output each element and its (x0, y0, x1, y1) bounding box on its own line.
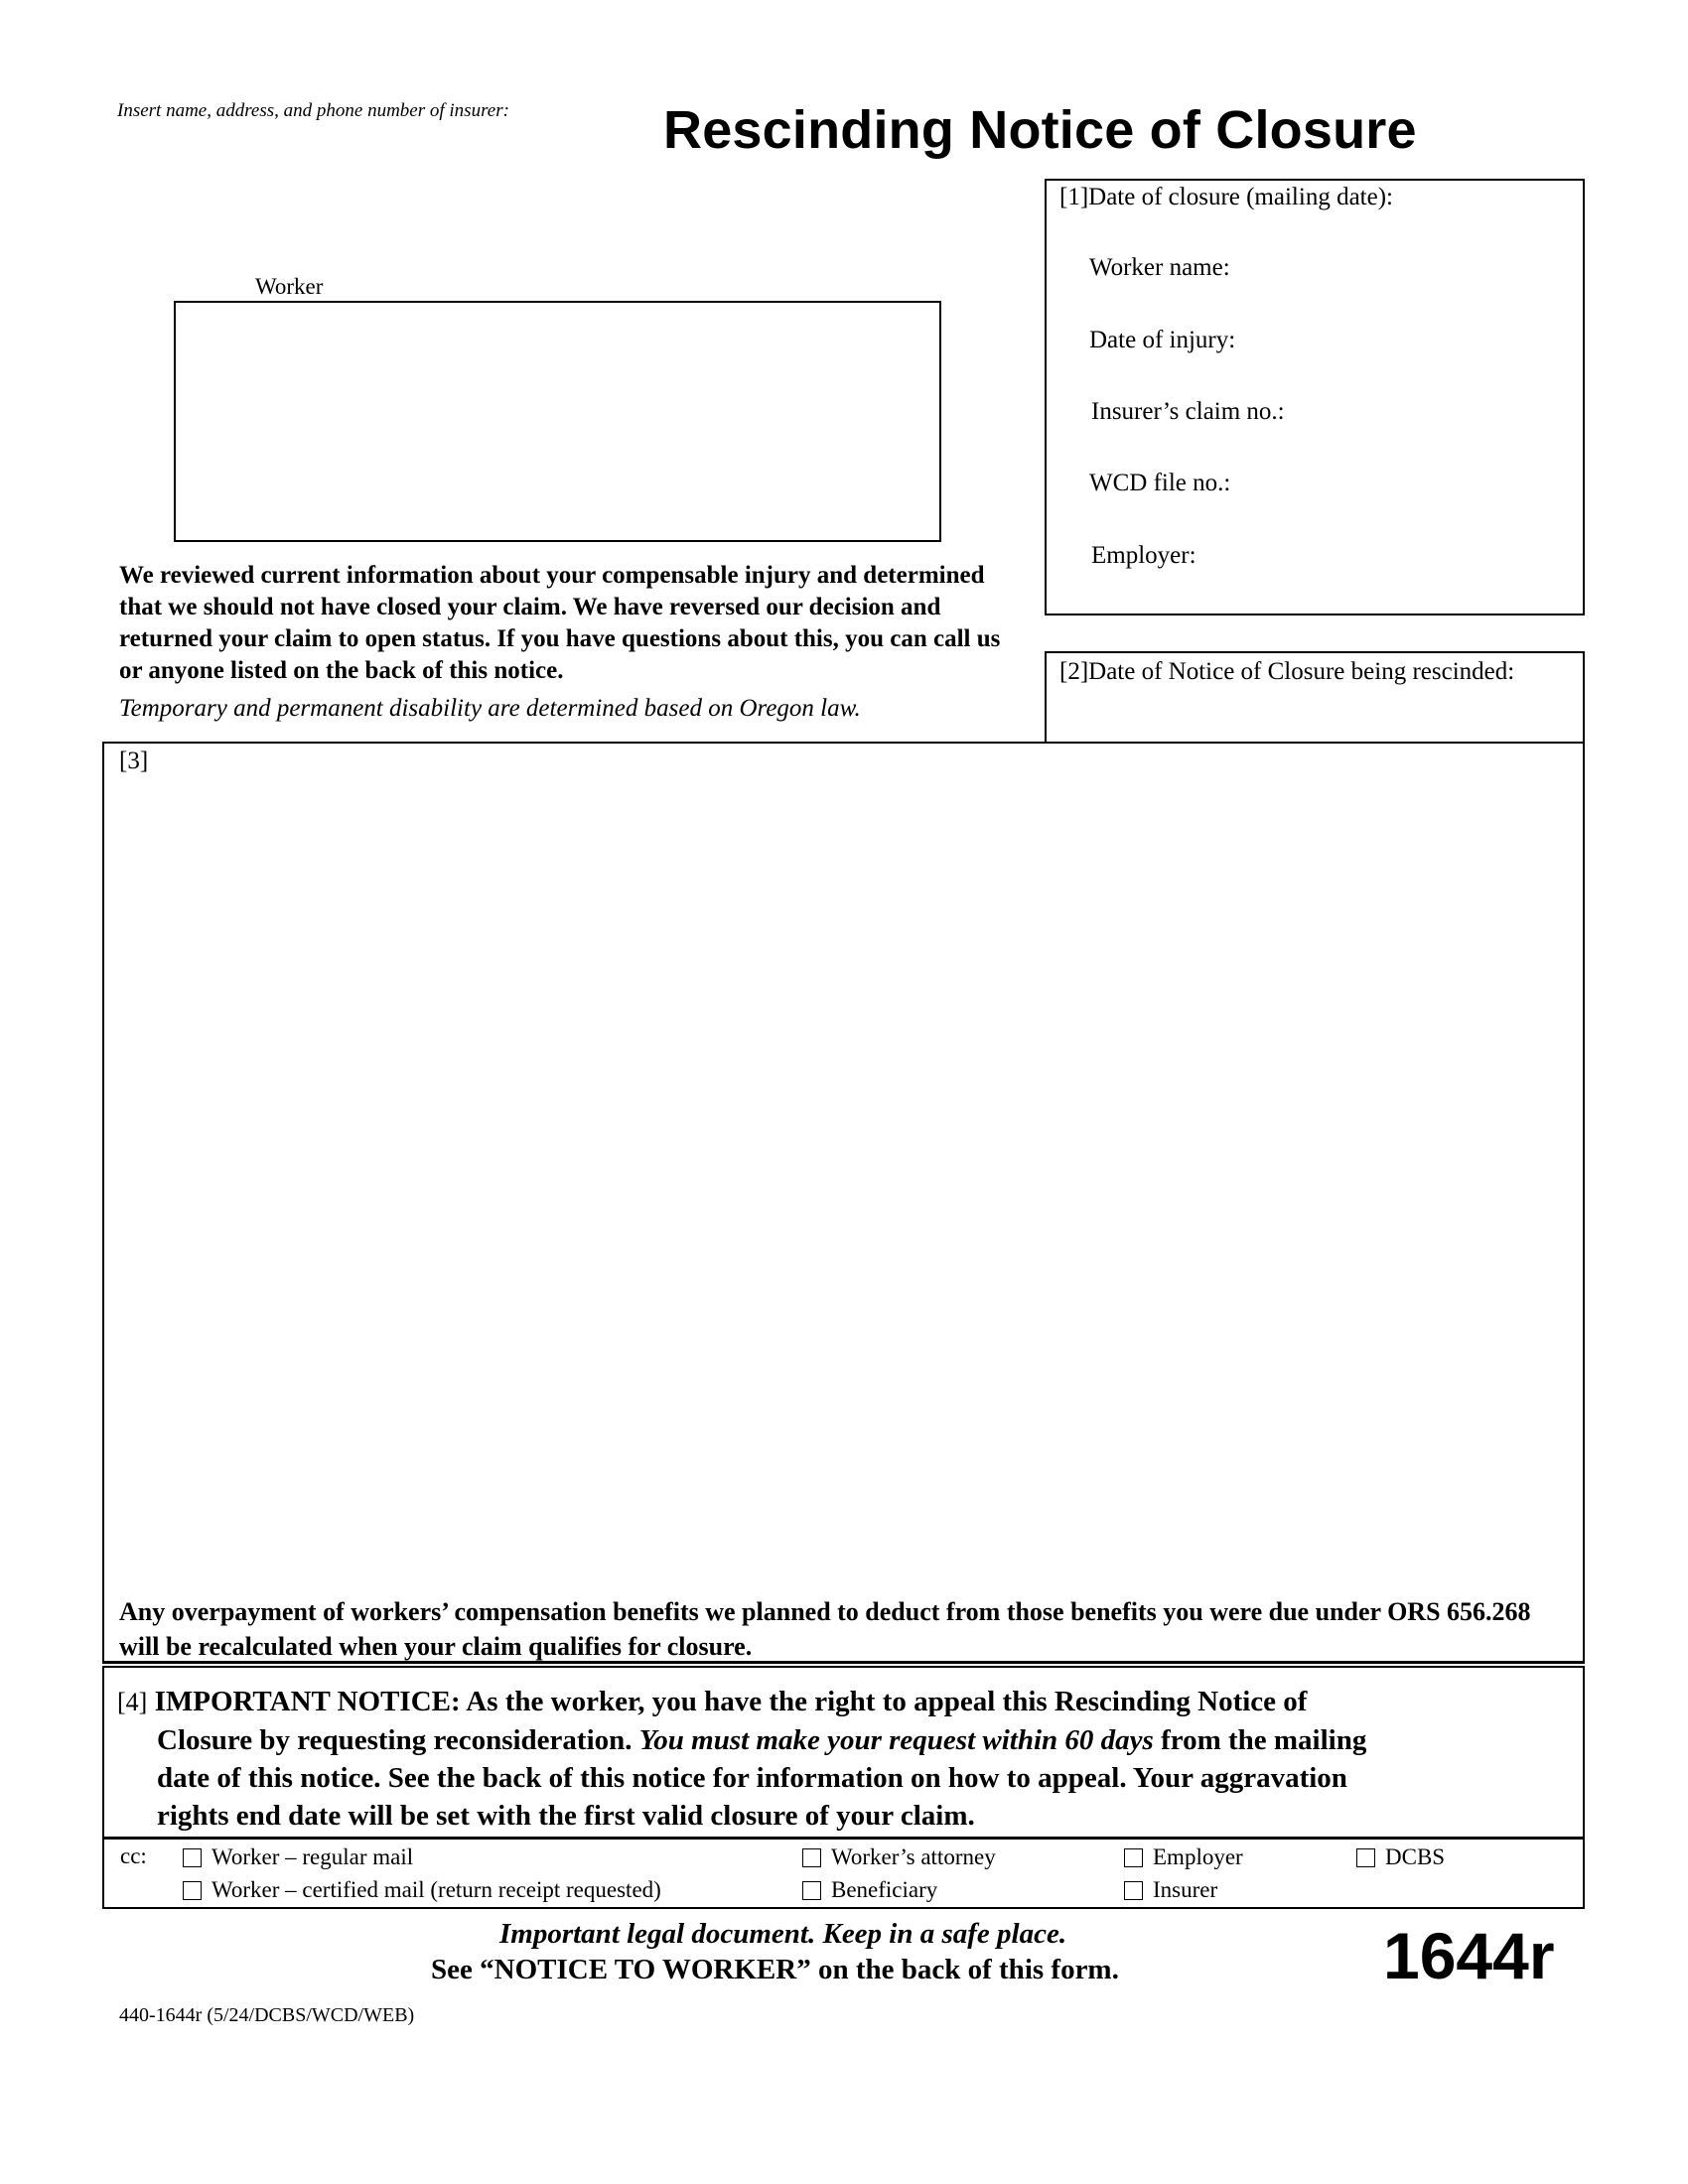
checkbox[interactable] (802, 1881, 821, 1900)
cc-workers-attorney-label: Worker’s attorney (831, 1844, 996, 1869)
worker-legend: Worker (243, 274, 335, 300)
date-of-injury-label: Date of injury: (1089, 327, 1236, 353)
cc-label: cc: (120, 1843, 147, 1868)
insurer-label: Insert name, address, and phone number of insurer: (117, 100, 509, 121)
cc-dcbs-label: DCBS (1385, 1844, 1446, 1869)
date-of-closure-label: [1]Date of closure (mailing date): (1059, 184, 1393, 210)
intro-paragraph: We reviewed current information about your compensable injury and determined that we should not have closed your claim. We have reversed our decision and returned your claim to open status. If you have questions about this, you can call us or anyone listed on the back of this notice. (119, 562, 1001, 684)
form-number: 1644r (1383, 1919, 1555, 1992)
checkbox[interactable] (802, 1848, 821, 1867)
important-notice-text (117, 1683, 1567, 1835)
section-3-box (102, 742, 1585, 1663)
notice-line-2 (117, 1721, 1567, 1759)
footer-legal-note: Important legal document. Keep in a safe place. (499, 1918, 1067, 1950)
cc-beneficiary[interactable] (802, 1877, 937, 1903)
worker-address-box (174, 301, 941, 542)
cc-worker-certified[interactable] (183, 1877, 661, 1903)
cc-worker-certified-label: Worker – certified mail (return receipt requested) (211, 1877, 661, 1902)
worker-name-label: Worker name: (1089, 254, 1230, 281)
checkbox[interactable] (1124, 1881, 1143, 1900)
employer-label: Employer: (1091, 542, 1196, 569)
section-3-number: [3] (119, 748, 149, 774)
cc-employer-label: Employer (1153, 1844, 1243, 1869)
cc-worker-regular-label: Worker – regular mail (211, 1844, 414, 1869)
page-title: Rescinding Notice of Closure (663, 100, 1417, 160)
intro-italic-note: Temporary and permanent disability are determined based on Oregon law. (119, 695, 861, 722)
notice-line-2a: Closure by requesting reconsideration. (157, 1724, 633, 1756)
cc-dcbs[interactable] (1356, 1844, 1445, 1870)
form-code: 440-1644r (5/24/DCBS/WCD/WEB) (119, 2004, 415, 2026)
cc-beneficiary-label: Beneficiary (831, 1877, 938, 1902)
notice-line-2c: from the mailing (1161, 1724, 1367, 1756)
notice-line-2b: You must make your request within 60 days (638, 1724, 1154, 1756)
claim-no-label: Insurer’s claim no.: (1091, 398, 1285, 425)
wcd-file-no-label: WCD file no.: (1089, 470, 1231, 496)
rescinded-date-box (1045, 651, 1585, 743)
checkbox[interactable] (183, 1881, 202, 1900)
checkbox[interactable] (1124, 1848, 1143, 1867)
claim-info-box (1045, 179, 1585, 615)
overpayment-paragraph: Any overpayment of workers’ compensation benefits we planned to deduct from those benefits you were due under ORS 656.268 will be recalculated when your claim qualifies for closure. (119, 1597, 1531, 1661)
cc-insurer-label: Insurer (1153, 1877, 1218, 1902)
rescinded-date-label: [2]Date of Notice of Closure being rescinded: (1059, 658, 1515, 685)
notice-number: [4] (117, 1688, 148, 1716)
cc-insurer[interactable] (1124, 1877, 1217, 1903)
checkbox[interactable] (1356, 1848, 1375, 1867)
cc-worker-regular[interactable] (183, 1844, 413, 1870)
cc-workers-attorney[interactable] (802, 1844, 996, 1870)
notice-line-4: rights end date will be set with the first valid closure of your claim. (157, 1800, 975, 1832)
footer-see-back: See “NOTICE TO WORKER” on the back of this form. (431, 1954, 1119, 1985)
checkbox[interactable] (183, 1848, 202, 1867)
notice-lead: IMPORTANT NOTICE: As the worker, you have the right to appeal this Rescinding Notice of (154, 1686, 1308, 1717)
notice-line-3: date of this notice. See the back of this notice for information on how to appeal. Your aggravation (157, 1762, 1347, 1794)
cc-employer[interactable] (1124, 1844, 1243, 1870)
